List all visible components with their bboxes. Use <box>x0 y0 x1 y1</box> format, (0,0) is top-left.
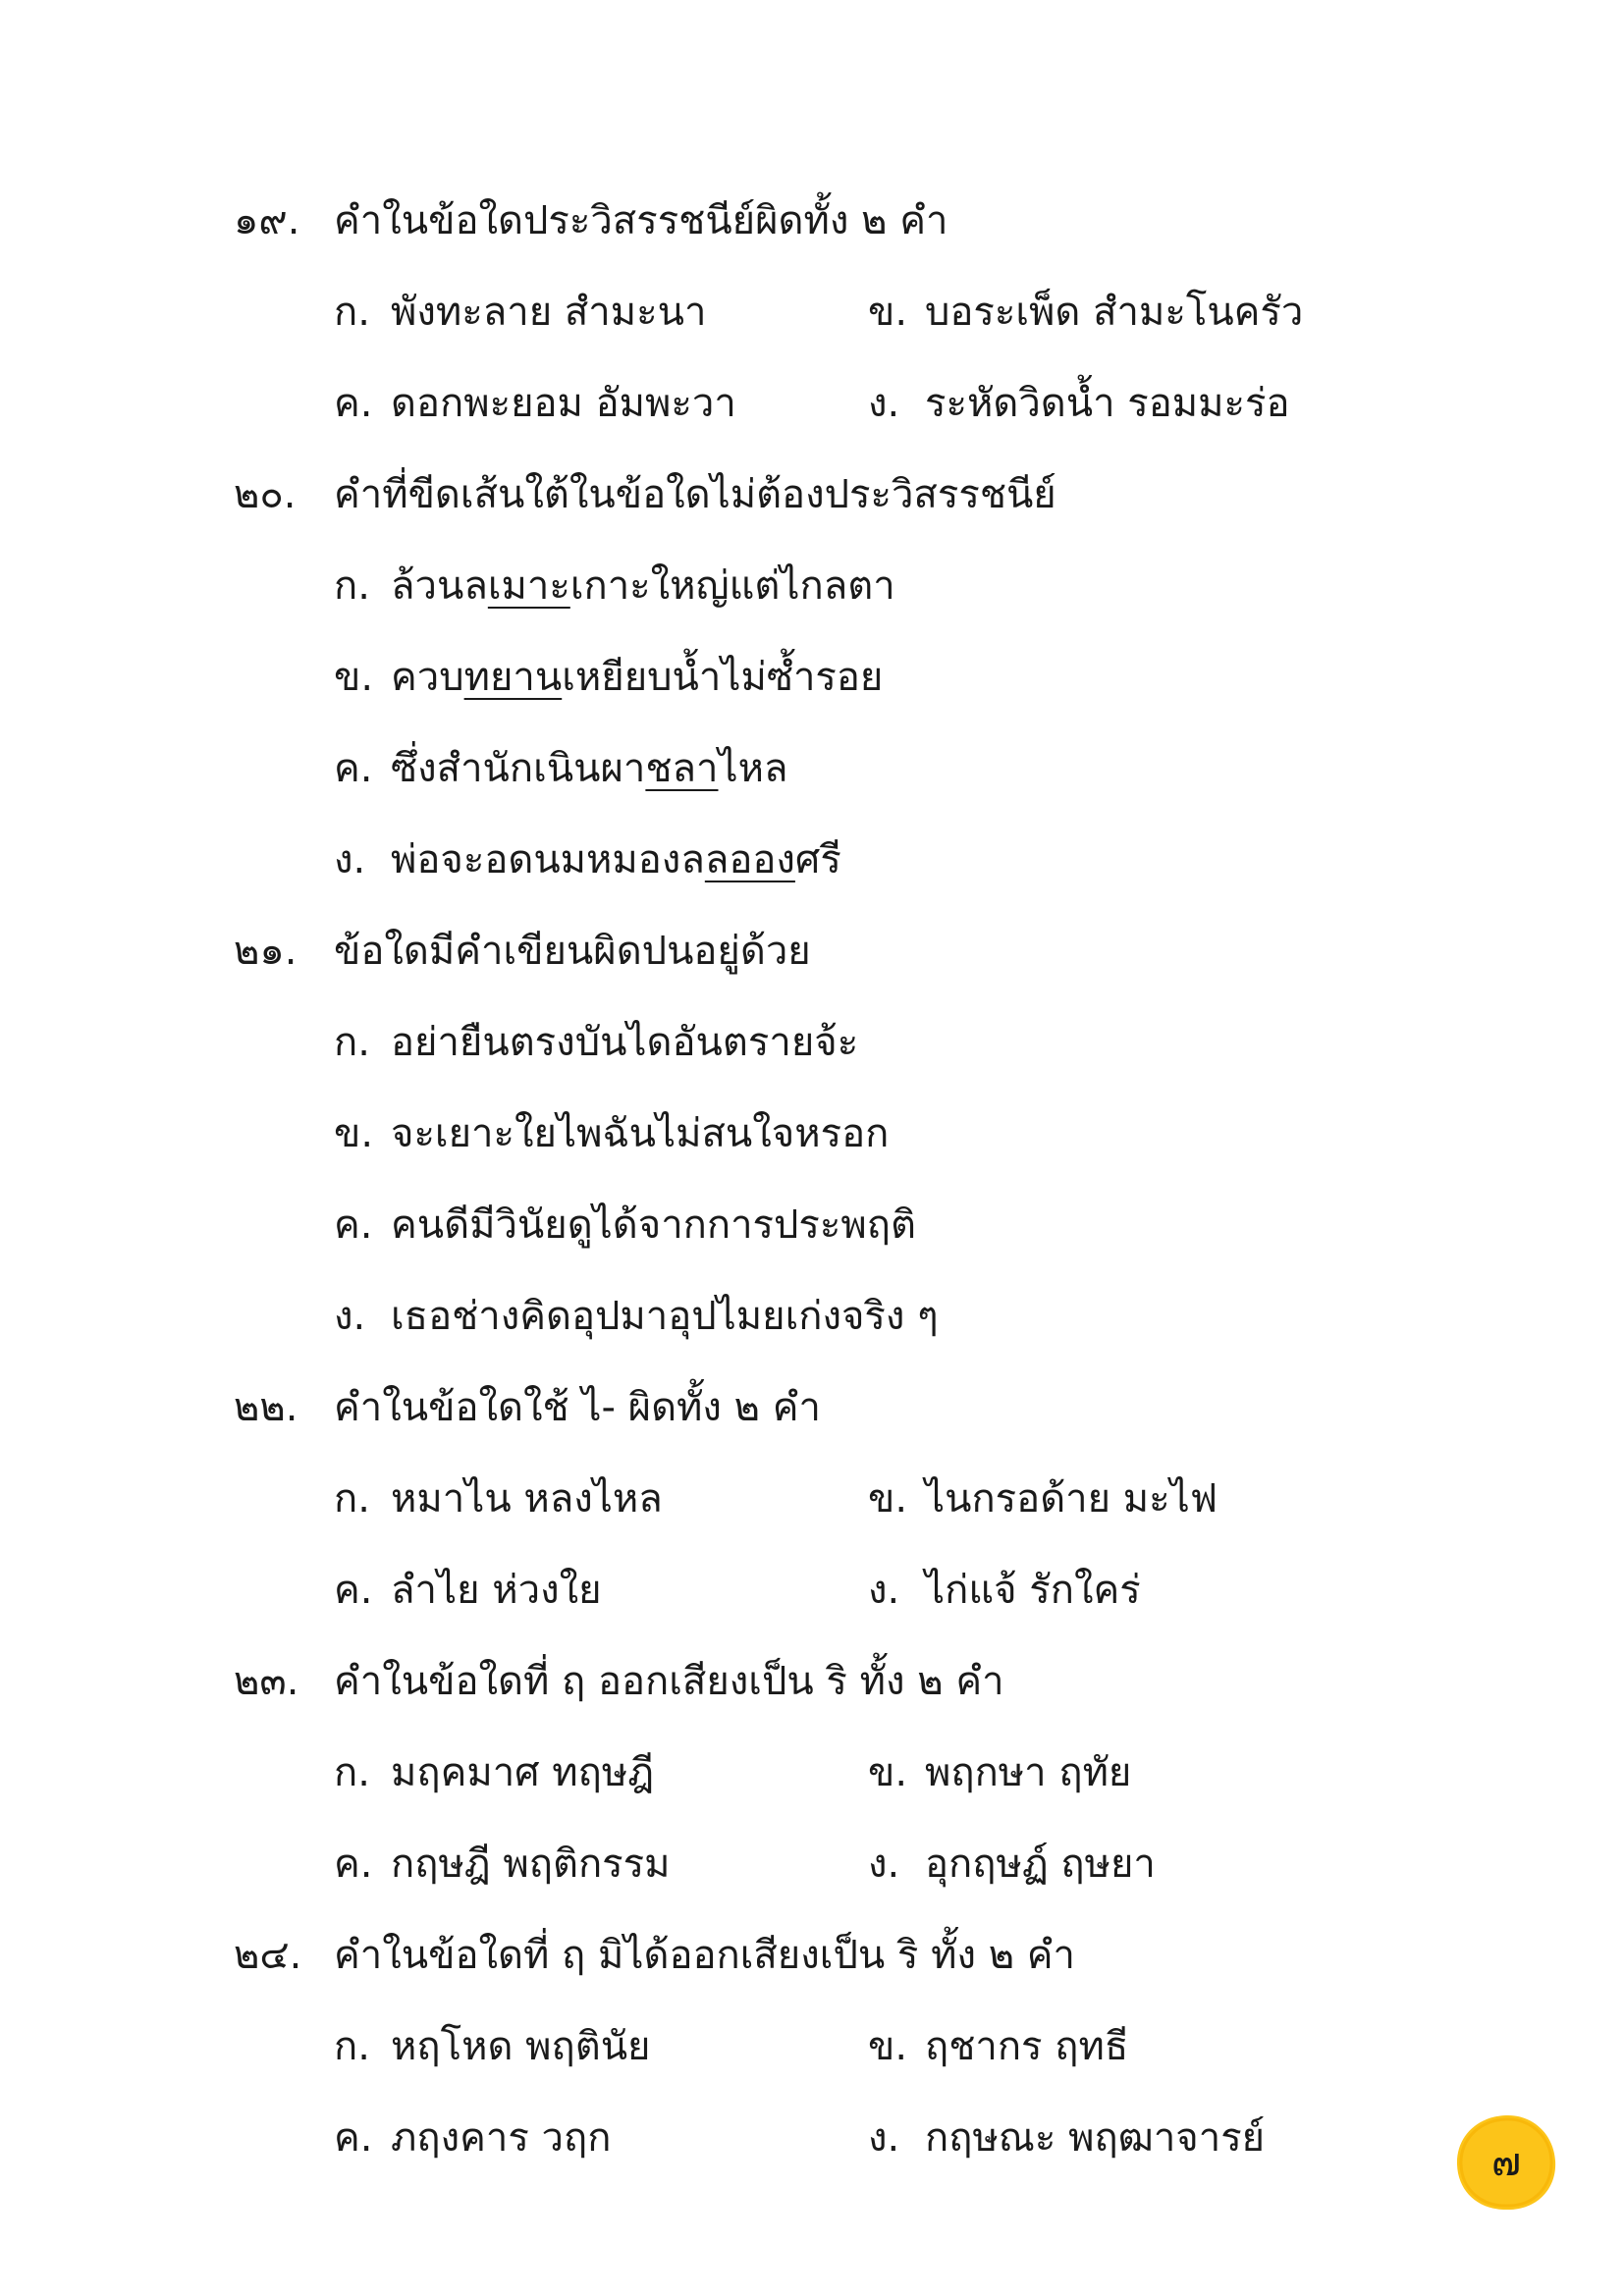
option-text-pre: ล้วนล <box>391 563 488 609</box>
option-text: กฤษฎี พฤติกรรม <box>391 1842 671 1887</box>
option-letter: ค. <box>334 381 373 426</box>
page-number: ๗ <box>1490 2140 1522 2185</box>
question-number: ๒๓. <box>234 1659 299 1704</box>
option-text-pre: พ่อจะอดนมหมองล <box>391 837 705 882</box>
option <box>868 2012 1128 2081</box>
option-letter: ก. <box>334 563 370 609</box>
underlined-word: ชลา <box>645 746 719 791</box>
option-letter: ข. <box>868 290 908 335</box>
option-text-post: เกาะใหญ่แต่ไกลตา <box>569 563 895 609</box>
option <box>334 826 841 894</box>
option-text: พังทะลาย สำมะนา <box>391 290 707 335</box>
option <box>334 734 788 803</box>
option <box>868 1738 1131 1807</box>
option-letter: ข. <box>868 1750 908 1795</box>
option <box>334 1008 858 1077</box>
option-text: ลำไย ห่วงใย <box>391 1568 602 1613</box>
option <box>334 2104 611 2172</box>
option <box>334 552 895 620</box>
option-letter: ค. <box>334 1842 373 1887</box>
question-text: คำในข้อใดประวิสรรชนีย์ผิดทั้ง ๒ คำ <box>334 198 948 243</box>
option-text: หมาไน หลงไหล <box>391 1476 663 1522</box>
question-number: ๒๐. <box>234 472 297 517</box>
option-letter: ง. <box>334 837 366 882</box>
option-letter: ค. <box>334 746 373 791</box>
option <box>334 369 736 438</box>
option <box>868 1830 1156 1898</box>
option-letter: ง. <box>868 381 900 426</box>
option-text-pre: ควบ <box>391 655 464 700</box>
option-text: ภฤงคาร วฤก <box>391 2115 612 2161</box>
underlined-word: เมาะ <box>487 563 570 609</box>
option-text: พฤกษา ฤทัย <box>925 1750 1132 1795</box>
option <box>868 1556 1141 1625</box>
option <box>868 278 1303 347</box>
option <box>334 1191 916 1259</box>
option-text: ไก่แจ้ รักใคร่ <box>925 1568 1141 1613</box>
option <box>868 2104 1265 2172</box>
option-text: เธอช่างคิดอุปมาอุปไมยเก่งจริง ๆ <box>391 1294 939 1339</box>
option-text: ไนกรอด้าย มะไฟ <box>925 1476 1218 1522</box>
question-number: ๒๔. <box>234 1933 302 1978</box>
question-number: ๒๒. <box>234 1385 298 1430</box>
option-text: กฤษณะ พฤฒาจารย์ <box>925 2115 1266 2161</box>
option-text: อย่ายืนตรงบันไดอันตรายจ้ะ <box>391 1020 859 1065</box>
option-letter: ก. <box>334 1476 370 1522</box>
option-text-pre: ซึ่งสำนักเนินผา <box>391 746 646 791</box>
option <box>334 1099 889 1168</box>
underlined-word: ลออง <box>704 837 795 882</box>
option-letter: ก. <box>334 2024 370 2069</box>
option-letter: ง. <box>868 1568 900 1613</box>
question-text: คำในข้อใดที่ ฤ ออกเสียงเป็น ริ ทั้ง ๒ คำ <box>334 1659 1004 1704</box>
page-number-badge <box>1453 2111 1559 2214</box>
option-letter: ข. <box>334 1111 374 1156</box>
question-number: ๒๑. <box>234 929 298 974</box>
option-text: มฤคมาศ ทฤษฎี <box>391 1750 655 1795</box>
option-text: ดอกพะยอม อัมพะวา <box>391 381 736 426</box>
option <box>334 2012 650 2081</box>
option-text: ระหัดวิดน้ำ รอมมะร่อ <box>925 381 1290 426</box>
option-letter: ค. <box>334 1568 373 1613</box>
option-text-post: ศรี <box>794 837 841 882</box>
option-letter: ข. <box>868 2024 908 2069</box>
option-text: บอระเพ็ด สำมะโนครัว <box>925 290 1304 335</box>
question-text: คำในข้อใดใช้ ไ- ผิดทั้ง ๒ คำ <box>334 1385 821 1430</box>
question-text: ข้อใดมีคำเขียนผิดปนอยู่ด้วย <box>334 929 811 974</box>
option <box>868 369 1290 438</box>
option-letter: ข. <box>868 1476 908 1522</box>
option-letter: ค. <box>334 1202 373 1248</box>
option-text: หฤโหด พฤตินัย <box>391 2024 651 2069</box>
option <box>334 643 883 712</box>
question-text: คำที่ขีดเส้นใต้ในข้อใดไม่ต้องประวิสรรชนีย์ <box>334 472 1056 517</box>
option-text: จะเยาะใยไพฉันไม่สนใจหรอก <box>391 1111 890 1156</box>
option-letter: ก. <box>334 290 370 335</box>
option <box>334 1556 602 1625</box>
option-text: อุกฤษฏ์ ฤษยา <box>925 1842 1156 1887</box>
option-letter: ง. <box>868 1842 900 1887</box>
option-text-post: ไหล <box>718 746 788 791</box>
underlined-word: ทยาน <box>463 655 563 700</box>
option-letter: ง. <box>868 2115 900 2161</box>
option-letter: ง. <box>334 1294 366 1339</box>
option-text-post: เหยียบน้ำไม่ซ้ำรอย <box>562 655 884 700</box>
option-text: คนดีมีวินัยดูได้จากการประพฤติ <box>391 1202 916 1248</box>
option <box>334 1465 663 1533</box>
option <box>334 1830 671 1898</box>
option <box>334 278 706 347</box>
option <box>868 1465 1218 1533</box>
option-letter: ค. <box>334 2115 373 2161</box>
option <box>334 1738 654 1807</box>
question-text: คำในข้อใดที่ ฤ มิได้ออกเสียงเป็น ริ ทั้ง ๒ คำ <box>334 1933 1075 1978</box>
question-number: ๑๙. <box>234 198 300 243</box>
option-text: ฤชากร ฤทธี <box>925 2024 1129 2069</box>
option <box>334 1282 939 1351</box>
option-letter: ก. <box>334 1750 370 1795</box>
option-letter: ข. <box>334 655 374 700</box>
option-letter: ก. <box>334 1020 370 1065</box>
